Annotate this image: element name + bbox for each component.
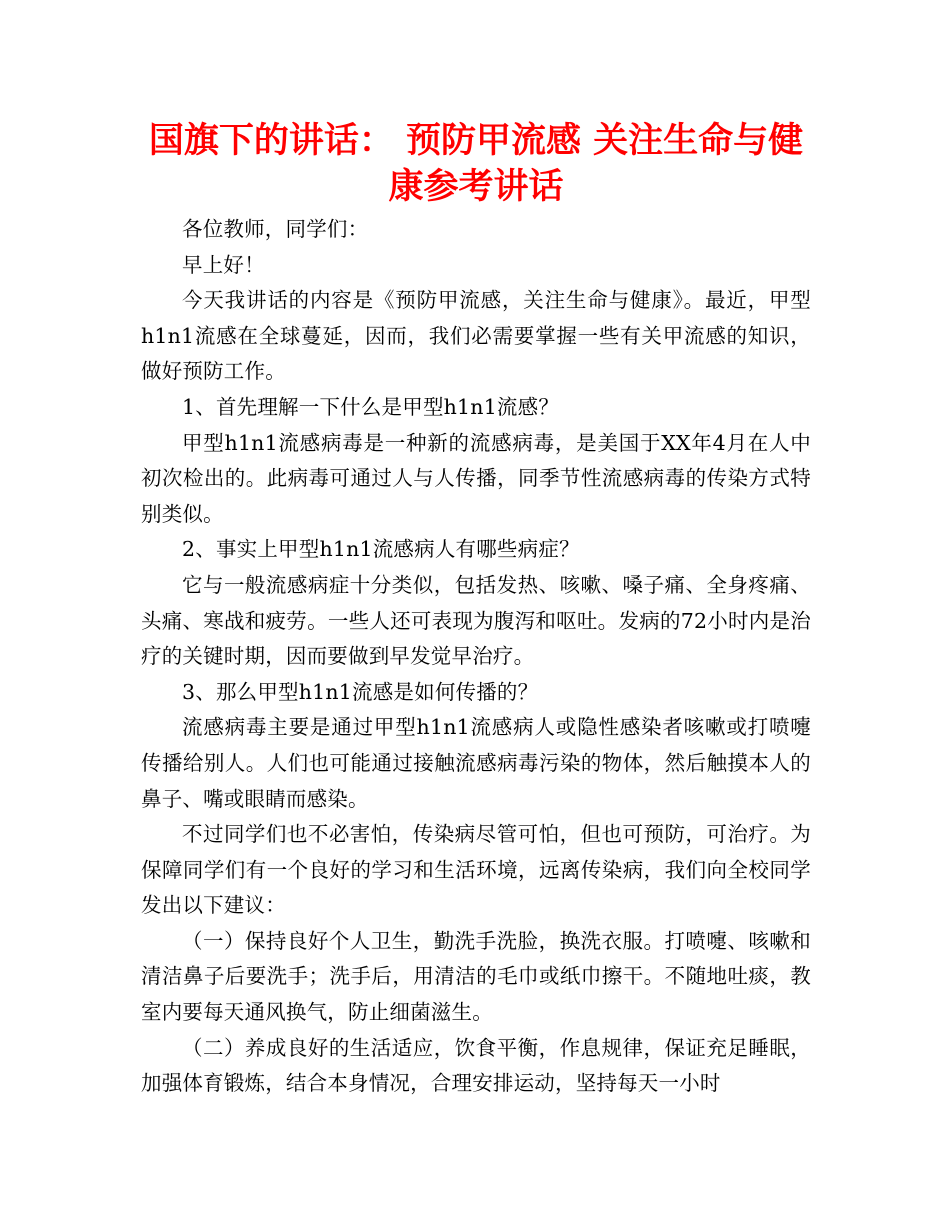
answer-3-paragraph: 流感病毒主要是通过甲型h1n1流感病人或隐性感染者咳嗽或打喷嚏传播给别人。人们也可能通过接触流感病毒污染的物体，然后触摸本人的鼻子、嘴或眼睛而感染。 (141, 715, 811, 811)
question-2-heading: 2、事实上甲型h1n1流感病人有哪些病症？ (182, 537, 580, 562)
question-1-heading: 1、首先理解一下什么是甲型h1n1流感？ (182, 394, 560, 419)
advice-item-1: （一）保持良好个人卫生，勤洗手洗脸，换洗衣服。打喷嚏、咳嗽和清洁鼻子后要洗手；洗手后，用清洁的毛巾或纸巾擦干。不随地吐痰，教室内要每天通风换气，防止细菌滋生。 (141, 928, 811, 1025)
answer-1-paragraph: 甲型h1n1流感病毒是一种新的流感病毒，是美国于XX年4月在人中初次检出的。此病毒可通过人与人传播，同季节性流感病毒的传染方式特别类似。 (141, 430, 811, 526)
salutation: 各位教师，同学们： (182, 217, 369, 241)
document-page (141, 118, 811, 1102)
advice-item-2: （二）养成良好的生活适应，饮食平衡，作息规律，保证充足睡眠，加强体育锻炼，结合本身情况，合理安排运动，坚持每天一小时 (141, 1035, 811, 1096)
advice-intro-paragraph: 不过同学们也不必害怕，传染病尽管可怕，但也可预防，可治疗。为保障同学们有一个良好的学习和生活环境，远离传染病，我们向全校同学发出以下建议： (141, 822, 811, 918)
answer-2-paragraph: 它与一般流感病症十分类似，包括发热、咳嗽、嗓子痛、全身疼痛、头痛、寒战和疲劳。一些人还可表现为腹泻和呕吐。发病的72小时内是治疗的关键时期，因而要做到早发觉早治疗。 (141, 572, 811, 669)
document-body (141, 212, 811, 1102)
question-3-heading: 3、那么甲型h1n1流感是如何传播的？ (182, 679, 539, 704)
document-title: 国旗下的讲话： 预防甲流感 关注生命与健康参考讲话 (148, 121, 804, 207)
greeting: 早上好！ (182, 252, 265, 277)
intro-paragraph: 今天我讲话的内容是《预防甲流感，关注生命与健康》。最近，甲型h1n1流感在全球蔓延，因而，我们必需要掌握一些有关甲流感的知识，做好预防工作。 (141, 288, 811, 384)
